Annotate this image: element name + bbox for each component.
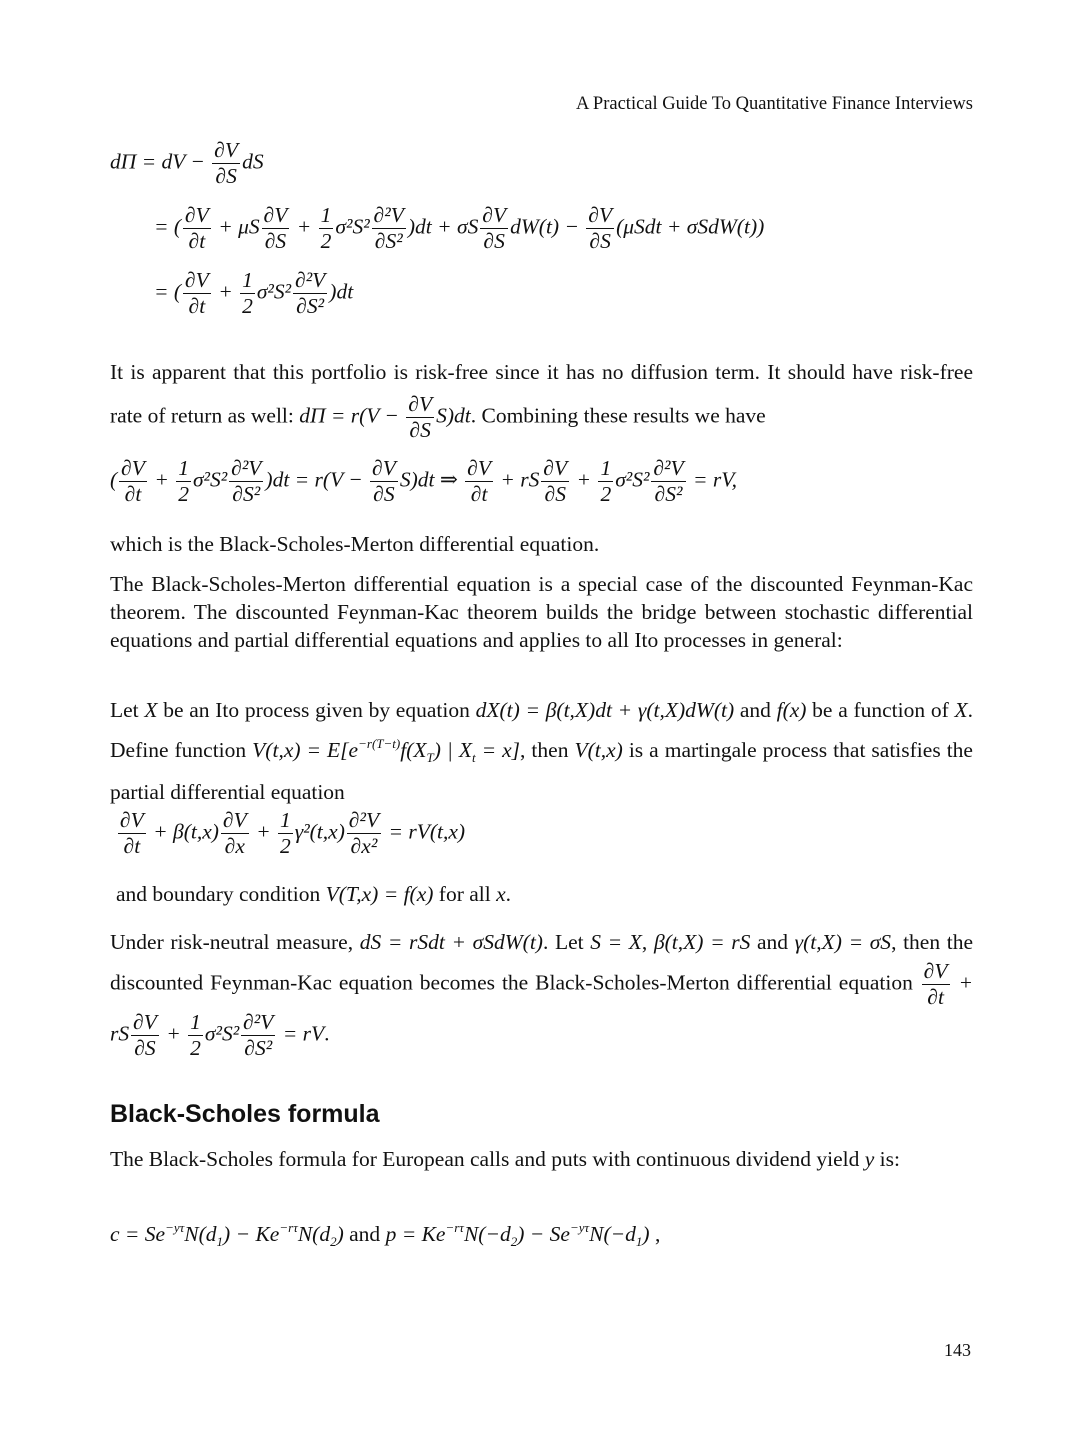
text-run: , (641, 930, 654, 954)
text-run: It is apparent that this portfolio is risk-free since it has no diffusion term. It should have risk-free rate of return as well: (110, 360, 973, 428)
fraction-denominator: ∂S (409, 418, 431, 442)
text-run: , (649, 1222, 661, 1246)
math-run: N(d (184, 1222, 217, 1246)
text-run: and (750, 930, 795, 954)
math-run: + rS (495, 467, 540, 492)
fraction-denominator: ∂t (124, 482, 142, 506)
math-run: dX(t) = β(t,X)dt + γ(t,X)dW(t) (475, 698, 735, 722)
math-run: x (496, 882, 506, 906)
fraction (212, 138, 240, 189)
fraction (221, 808, 249, 859)
subscript: T (426, 750, 434, 765)
equation-line (116, 808, 979, 859)
superscript: −yτ (165, 1220, 185, 1235)
paragraph-ito-process (110, 693, 973, 809)
fraction-numerator: ∂V (588, 203, 613, 227)
fraction-numerator: ∂V (263, 203, 288, 227)
fraction-denominator: 2 (242, 294, 253, 318)
fraction (651, 456, 685, 507)
running-header: A Practical Guide To Quantitative Finance Interviews (575, 94, 973, 114)
superscript: −rτ (445, 1220, 464, 1235)
fraction (131, 1010, 159, 1061)
fraction (241, 1010, 275, 1061)
math-run: S = X (590, 930, 642, 954)
math-run: σ²S² (615, 467, 650, 492)
fraction-numerator: ∂²V (373, 203, 404, 227)
math-run: )dt (329, 279, 354, 304)
fraction-numerator: ∂V (121, 456, 145, 480)
math-run: N(−d (589, 1222, 636, 1246)
fraction-numerator: 1 (242, 268, 253, 292)
fraction (480, 203, 508, 254)
text-run: . (505, 882, 512, 906)
equation-line (110, 268, 973, 319)
fraction (278, 808, 293, 859)
text-run: The Black-Scholes formula for European calls and puts with continuous dividend yield (110, 1147, 865, 1171)
text-run: Under risk-neutral measure, (110, 930, 360, 954)
text-run: , then the discounted Feynman-Kac equation becomes the Black-Scholes-Merton differential equation (110, 930, 973, 995)
math-run: ) − Se (517, 1222, 570, 1246)
fraction-numerator: ∂²V (653, 456, 684, 480)
fraction (370, 456, 398, 507)
math-run: γ(t,X) = σS (794, 930, 892, 954)
text-run: . Define function (110, 698, 973, 762)
fraction-numerator: ∂²V (295, 268, 326, 292)
math-run: σ²S² (204, 1021, 240, 1046)
text-run: is a martingale process that satisfies the partial differential equation (110, 738, 973, 804)
fraction-denominator: 2 (178, 482, 189, 506)
math-run: + (160, 1021, 187, 1046)
math-run: + (250, 819, 276, 844)
superscript: −yτ (569, 1220, 590, 1235)
fraction-numerator: 1 (178, 456, 189, 480)
fraction-numerator: 1 (279, 808, 291, 832)
fraction (347, 808, 381, 859)
fraction-denominator: ∂t (927, 985, 944, 1009)
text-run: be an Ito process given by equation (157, 698, 476, 722)
paragraph-risk-free (110, 352, 973, 443)
fraction (229, 456, 263, 507)
text-run: . Combining these results we have (470, 403, 766, 428)
fraction-denominator: 2 (320, 229, 332, 253)
text-run: , then (520, 738, 575, 762)
fraction-denominator: ∂S (264, 229, 287, 253)
text-run: and (734, 698, 777, 722)
math-run: V(T,x) = f(x) (325, 882, 434, 906)
fraction-numerator: ∂V (372, 456, 396, 480)
math-run: σ²S² (335, 214, 370, 239)
fraction-numerator: ∂V (482, 203, 507, 227)
math-run: ) (642, 1222, 650, 1246)
math-run: S)dt (436, 403, 471, 428)
equation-line (110, 138, 973, 189)
fraction (319, 203, 334, 254)
paragraph-feynman-kac (110, 570, 973, 654)
superscript: −rτ (279, 1220, 298, 1235)
fraction-denominator: ∂S² (374, 229, 403, 253)
text-run: and (343, 1222, 386, 1246)
math-run: σ²S² (192, 467, 228, 492)
math-run: S)dt ⇒ (399, 467, 464, 492)
fraction (262, 203, 290, 254)
fraction (118, 808, 146, 859)
fraction-denominator: ∂S (373, 482, 395, 506)
fraction-numerator: ∂V (923, 959, 948, 983)
fraction-numerator: ∂V (185, 268, 209, 292)
math-run: V(t,x) = E[e (252, 738, 359, 762)
math-run: + β(t,x) (147, 819, 219, 844)
fraction (240, 268, 255, 319)
equation-bs-formula (110, 1214, 973, 1256)
fraction (406, 392, 434, 443)
text-run: for all (433, 882, 497, 906)
math-run: N(−d (463, 1222, 511, 1246)
fraction-numerator: ∂V (133, 1010, 157, 1034)
math-run: + (571, 467, 597, 492)
equation-line (110, 456, 973, 507)
subscript: 2 (510, 1234, 518, 1249)
text-run: is: (874, 1147, 900, 1171)
fraction-denominator: ∂S² (654, 482, 683, 506)
fraction (465, 456, 493, 507)
math-run: p = Ke (385, 1222, 446, 1246)
fraction-denominator: ∂t (188, 229, 206, 253)
fraction-numerator: ∂V (214, 138, 239, 162)
paragraph-boundary-condition (116, 880, 979, 908)
math-run: + rS (110, 970, 973, 1046)
math-run: )dt = r(V − (265, 467, 369, 492)
math-run: dW(t) − (510, 214, 585, 239)
math-run: N(d (297, 1222, 331, 1246)
fraction-numerator: 1 (190, 1010, 201, 1034)
math-run: ) | X (433, 738, 472, 762)
math-run: X (954, 698, 968, 722)
subscript: 1 (216, 1234, 224, 1249)
math-run: ) (336, 1222, 344, 1246)
math-run: γ²(t,x) (294, 819, 345, 844)
fraction-denominator: ∂x (224, 834, 245, 858)
subscript: 1 (635, 1234, 643, 1249)
fraction-denominator: 2 (600, 482, 612, 506)
fraction-numerator: ∂V (120, 808, 144, 832)
fraction-numerator: ∂V (467, 456, 492, 480)
fraction-numerator: ∂²V (243, 1010, 274, 1034)
math-run: + μS (212, 214, 260, 239)
text-run: and boundary condition (116, 882, 326, 906)
fraction (372, 203, 406, 254)
equation-line (110, 203, 973, 254)
subscript: t (471, 750, 476, 765)
math-run: V(t,x) (574, 738, 623, 762)
fraction-numerator: 1 (320, 203, 332, 227)
fraction-numerator: ∂V (222, 808, 247, 832)
fraction-denominator: ∂t (188, 294, 206, 318)
fraction-denominator: 2 (279, 834, 291, 858)
fraction-denominator: ∂S (134, 1036, 156, 1060)
fraction-denominator: ∂S² (244, 1036, 273, 1060)
section-heading: Black-Scholes formula (110, 1100, 380, 1128)
equation-portfolio-change (110, 138, 973, 319)
math-run: = x] (475, 738, 521, 762)
math-run: f(X (400, 738, 427, 762)
text-run: which is the Black-Scholes-Merton differential equation. (110, 532, 600, 556)
text-run: be a function of (806, 698, 955, 722)
math-run: ( (110, 467, 118, 492)
fraction-denominator: ∂S (589, 229, 611, 253)
fraction-denominator: ∂S (544, 482, 566, 506)
math-run: σ²S² (256, 279, 292, 304)
math-run: dS (242, 149, 264, 174)
text-run: The Black-Scholes-Merton differential equation is a special case of the discounted Feynman-Kac theorem. The discounted Feynman-Kac theorem builds the bridge between stochastic differential equations and partial differential equations and applies to all Ito processes in general: (110, 572, 973, 652)
page-number: 143 (944, 1340, 971, 1360)
math-run: β(t,X) = rS (653, 930, 751, 954)
fraction-denominator: ∂S (483, 229, 505, 253)
math-run: (μSdt + σSdW(t)) (616, 214, 765, 239)
fraction (293, 268, 327, 319)
fraction (586, 203, 614, 254)
fraction-denominator: ∂t (470, 482, 488, 506)
math-run: + (291, 214, 317, 239)
math-run: y (864, 1147, 875, 1171)
math-run: dΠ = dV − (110, 149, 211, 174)
text-run: Let (110, 698, 145, 722)
equation-feynman-kac (116, 808, 979, 859)
math-run: = rV, (687, 467, 738, 492)
math-run: = ( (154, 214, 182, 239)
fraction-denominator: ∂x² (350, 834, 378, 858)
equation-line (110, 1214, 973, 1256)
superscript: −r(T−t) (358, 736, 401, 751)
fraction-numerator: ∂V (543, 456, 568, 480)
paragraph-bs-formula (110, 1145, 973, 1173)
fraction (176, 456, 191, 507)
math-run: = rV(t,x) (383, 819, 466, 844)
fraction-numerator: ∂²V (231, 456, 262, 480)
fraction (183, 203, 211, 254)
math-run: dS = rSdt + σSdW(t) (359, 930, 543, 954)
math-run: X (144, 698, 158, 722)
fraction-numerator: ∂V (185, 203, 209, 227)
fraction-numerator: ∂²V (348, 808, 380, 832)
fraction (183, 268, 211, 319)
paragraph-risk-neutral (110, 926, 973, 1061)
text-run: . Let (542, 930, 591, 954)
equation-combined (110, 456, 973, 507)
math-run: f(x) (776, 698, 807, 722)
fraction (119, 456, 147, 507)
math-run: )dt + σS (407, 214, 479, 239)
text-run: . (324, 1021, 330, 1046)
fraction-denominator: ∂t (123, 834, 141, 858)
fraction (188, 1010, 203, 1061)
math-run: ) − Ke (223, 1222, 280, 1246)
math-run: = rV (277, 1021, 325, 1046)
math-run: = ( (154, 279, 182, 304)
paragraph-bsm-equation (110, 530, 973, 558)
math-run: dΠ = r(V − (299, 403, 405, 428)
fraction-denominator: ∂S (215, 164, 237, 188)
math-run: c = Se (110, 1222, 166, 1246)
fraction-denominator: ∂S² (232, 482, 261, 506)
fraction-numerator: ∂V (408, 392, 433, 416)
fraction-denominator: 2 (190, 1036, 201, 1060)
fraction-denominator: ∂S² (296, 294, 325, 318)
math-run: + (148, 467, 175, 492)
fraction-numerator: 1 (600, 456, 612, 480)
fraction (541, 456, 569, 507)
fraction (598, 456, 613, 507)
fraction (922, 959, 950, 1010)
math-run: + (212, 279, 239, 304)
subscript: 2 (330, 1234, 337, 1249)
